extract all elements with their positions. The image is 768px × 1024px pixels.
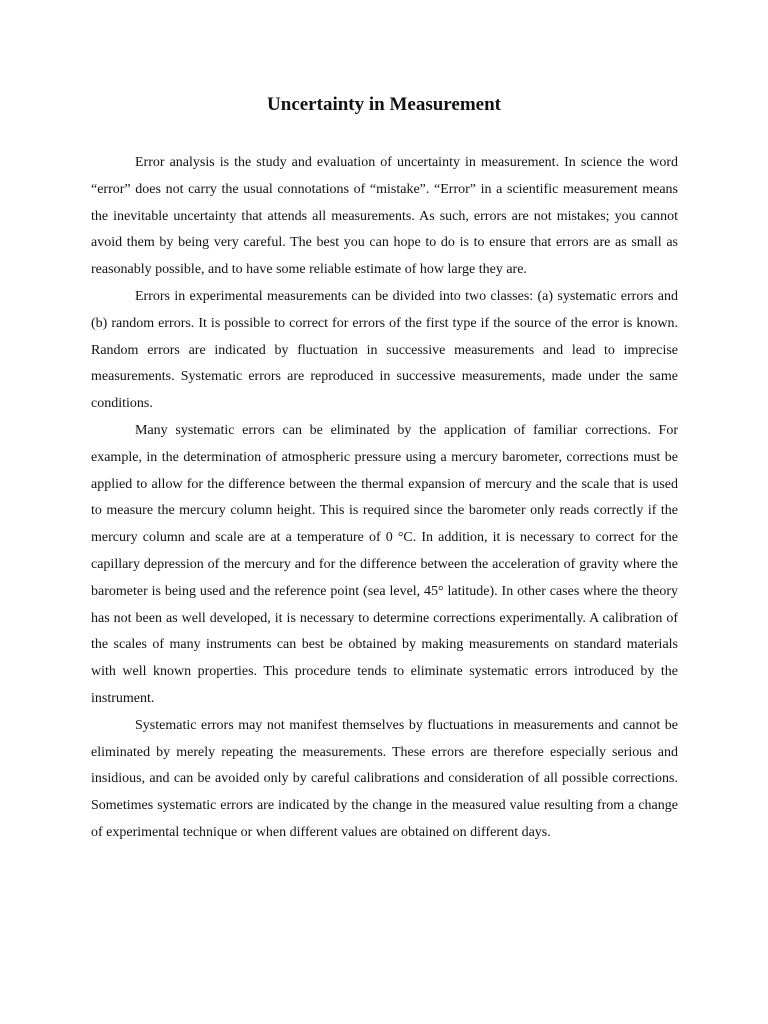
paragraph-error-analysis: Error analysis is the study and evaluation of uncertainty in measurement. In science the word “error” does not carry the usual connotations of “mistake”. “Error” in a scientific measurement means the inevitable uncertainty that attends all measurements. As such, errors are not mistakes; you cannot avoid them by being very careful. The best you can hope to do is to ensure that errors are as small as reasonably possible, and to have some reliable estimate of how large they are. xyxy=(91,155,678,278)
paragraph-error-classes: Errors in experimental measurements can be divided into two classes: (a) systematic errors and (b) random errors. It is possible to correct for errors of the first type if the source of the error is known. Random errors are indicated by fluctuation in successive measurements and lead to imprecise measurements. Systematic errors are reproduced in successive measurements, made under the same conditions. xyxy=(91,288,678,412)
document-title: Uncertainty in Measurement xyxy=(267,94,501,115)
paragraph-systematic-detection: Systematic errors may not manifest themselves by fluctuations in measurements and cannot be eliminated by merely repeating the measurements. These errors are therefore especially serious and insidious, and can be avoided only by careful calibrations and consideration of all possible corrections. Sometimes systematic errors are indicated by the change in the measured value resulting from a change of experimental technique or when different values are obtained on different days. xyxy=(91,717,678,840)
document-body xyxy=(91,150,678,847)
paragraph-systematic-corrections: Many systematic errors can be eliminated by the application of familiar corrections. For example, in the determination of atmospheric pressure using a mercury barometer, corrections must be applied to allow for the difference between the thermal expansion of mercury and the scale that is used to measure the mercury column height. This is required since the barometer only reads correctly if the mercury column and scale are at a temperature of 0 °C. In addition, it is necessary to correct for the capillary depression of the mercury and for the difference between the acceleration of gravity where the barometer is being used and the reference point (sea level, 45° latitude). In other cases where the theory has not been as well developed, it is necessary to determine corrections experimentally. A calibration of the scales of many instruments can best be obtained by making measurements on standard materials with well known properties. This procedure tends to eliminate systematic errors introduced by the instrument. xyxy=(91,422,678,706)
